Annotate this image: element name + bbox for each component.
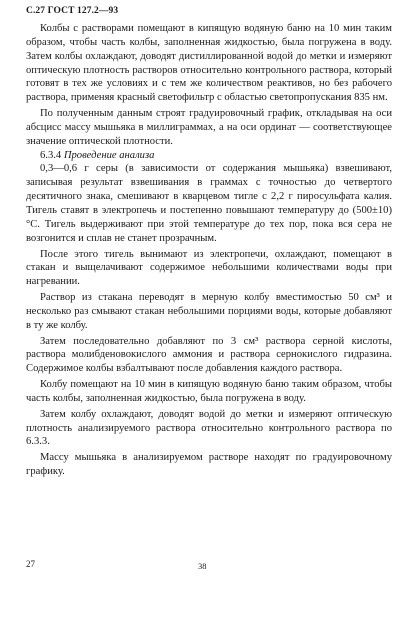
paragraph-reagents: Затем последовательно добавляют по 3 см³ раствора серной кислоты, раствора молибденовокислого аммония и раствора сернокислого гидразина. Содержимое колбы взбалтывают после добавления каждого раствора. [26, 335, 392, 375]
paragraph-leaching: После этого тигель вынимают из электропечи, охлаждают, помещают в стакан и выщелачивают содержимое небольшими количествами воды при нагревании. [26, 248, 392, 288]
section-title: Проведение анализа [63, 149, 155, 161]
section-number: 6.3.4 [40, 149, 62, 161]
paragraph-result: Массу мышьяка в анализируемом растворе находят по градуировочному графику. [26, 452, 392, 478]
paragraph-measurement: Затем колбу охлаждают, доводят водой до метки и измеряют оптическую плотность анализируемого раствора относительно контрольного раствора по 6.3.3. [26, 408, 392, 448]
section-heading [26, 149, 392, 163]
paragraph-heating: Колбы с растворами помещают в кипящую водяную баню на 10 мин таким образом, чтобы часть колбы, заполненная жидкостью, была погружена в воду. Затем колбы охлаждают, доводят дистиллированной водой до метки и измеряют оптическую плотность растворов относительно контрольного раствора, который готовят в тех же условиях и с тем же количеством реактивов, но без рабочего раствора, применяя красный светофильтр с областью светопропускания 835 нм. [26, 23, 392, 104]
paragraph-bath: Колбу помещают на 10 мин в кипящую водяную баню таким образом, чтобы часть колбы, заполненная жидкостью, была погружена в воду. [26, 379, 392, 404]
paragraph-transfer: Раствор из стакана переводят в мерную колбу вместимостью 50 см³ и несколько раз смывают стакан небольшими порциями воды, которые добавляют в ту же колбу. [26, 292, 392, 331]
paragraph-calibration: По полученным данным строят градуировочный график, откладывая на оси абсцисс массу мышьяка в миллиграммах, а на оси ординат — соответствующее значение оптической плотности. [26, 108, 392, 147]
footer-sheet-number: 38 [198, 561, 207, 571]
paragraph-weighing: 0,3—0,6 г серы (в зависимости от содержания мышьяка) взвешивают, записывая результат взвешивания в граммах с точностью до четвертого десятичного знака, смешивают в кварцевом тигле с 2,2 г пиросульфата калия. Тигель ставят в электропечь и постепенно повышают температуру до (500±10) °С. Тигель выдерживают при этой температуре до тех пор, пока вся сера не возгонится и сплав не станет прозрачным. [26, 163, 392, 244]
footer-page-number: 27 [26, 559, 35, 569]
document-body [26, 22, 392, 479]
page-header: С.27 ГОСТ 127.2—93 [26, 6, 119, 16]
